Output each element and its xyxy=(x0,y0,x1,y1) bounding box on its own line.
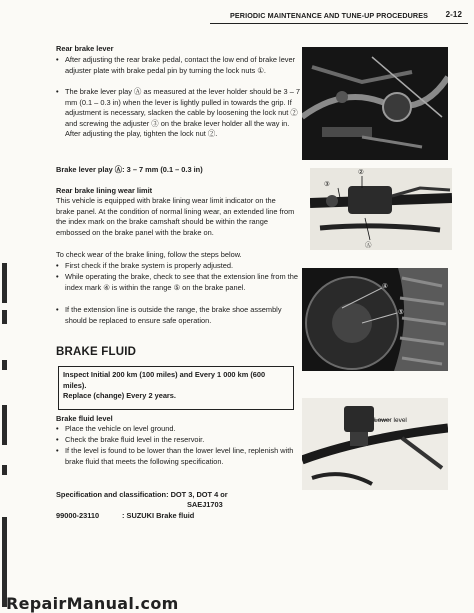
list-item: • While operating the brake, check to see that the extension line from the index mark ④ is within the range ⑤ on the brake panel. xyxy=(56,272,298,292)
callout-2: ② xyxy=(358,169,364,176)
list-item: • First check if the brake system is properly adjusted. xyxy=(56,261,233,270)
brake-fluid-level-heading: Brake fluid level xyxy=(56,414,113,423)
page-header xyxy=(210,9,468,23)
fluid-spec-label-2: SAEJ1703 xyxy=(187,500,223,509)
watermark xyxy=(0,592,474,613)
list-item: • After adjusting the rear brake pedal, contact the low end of brake lever adjuster plate with brake pedal pin by turning the lock nuts ①. xyxy=(56,55,296,75)
binding-edge xyxy=(0,255,12,613)
lower-level-label: Lower level xyxy=(374,417,407,424)
callout-3: ③ xyxy=(324,181,330,188)
fluid-spec-label: Specification and classification: DOT 3, DOT 4 or xyxy=(56,490,228,499)
list-item: • The brake lever play Ⓐ as measured at the lever holder should be 3 – 7 mm (0.1 – 0.3 in) when the lever is lightly pulled in towards the grip. If adjustment is necessary, slacken the cable by loosening the lock nut ② and screwing the adjuster ③ on the brake lever holder all the way in. After adjusting the play, tighten the lock nut ②. xyxy=(56,87,300,138)
watermark-text: RepairManual.com xyxy=(6,594,179,613)
lining-wear-heading: Rear brake lining wear limit xyxy=(56,186,153,195)
rear-brake-pedal-photo xyxy=(302,47,448,160)
callout-4: ④ xyxy=(382,283,388,290)
list-item: • Place the vehicle on level ground. xyxy=(56,424,176,433)
brake-fluid-reservoir-diagram xyxy=(302,398,448,490)
fluid-part-name: : SUZUKI Brake fluid xyxy=(122,511,195,520)
inspection-interval-box xyxy=(58,366,294,410)
brake-lever-diagram xyxy=(310,168,452,250)
replace-line: Replace (change) Every 2 years. xyxy=(63,391,176,400)
callout-a: Ⓐ xyxy=(365,242,372,249)
callout-5: ⑤ xyxy=(398,309,404,316)
check-intro: To check wear of the brake lining, follow the steps below. xyxy=(56,250,242,259)
list-item: • If the extension line is outside the range, the brake shoe assembly should be replaced to ensure safe operation. xyxy=(56,305,282,325)
rear-brake-lever-heading: Rear brake lever xyxy=(56,44,114,53)
page-number: 2-12 xyxy=(445,10,462,19)
section-title: PERIODIC MAINTENANCE AND TUNE-UP PROCEDURES xyxy=(230,11,428,20)
lining-wear-intro: This vehicle is equipped with brake lining wear limit indicator on the brake panel. At the condition of normal lining wear, an extended line from the index mark on the brake camshaft should be within the range embossed on the brake panel with the brake on. xyxy=(56,196,295,237)
list-item: • If the level is found to be lower than the lower level line, replenish with brake fluid that meets the following specification. xyxy=(56,446,294,466)
fluid-part-number: 99000-23110 xyxy=(56,511,100,520)
brake-panel-photo xyxy=(302,268,448,371)
interval-line: Inspect Initial 200 km (100 miles) and Every 1 000 km (600 miles). xyxy=(63,370,266,390)
header-rule xyxy=(210,23,468,25)
list-item: • Check the brake fluid level in the reservoir. xyxy=(56,435,205,444)
brake-fluid-title: BRAKE FLUID xyxy=(56,346,137,358)
brake-lever-play-spec: Brake lever play Ⓐ: 3 – 7 mm (0.1 – 0.3 in) xyxy=(56,165,203,174)
